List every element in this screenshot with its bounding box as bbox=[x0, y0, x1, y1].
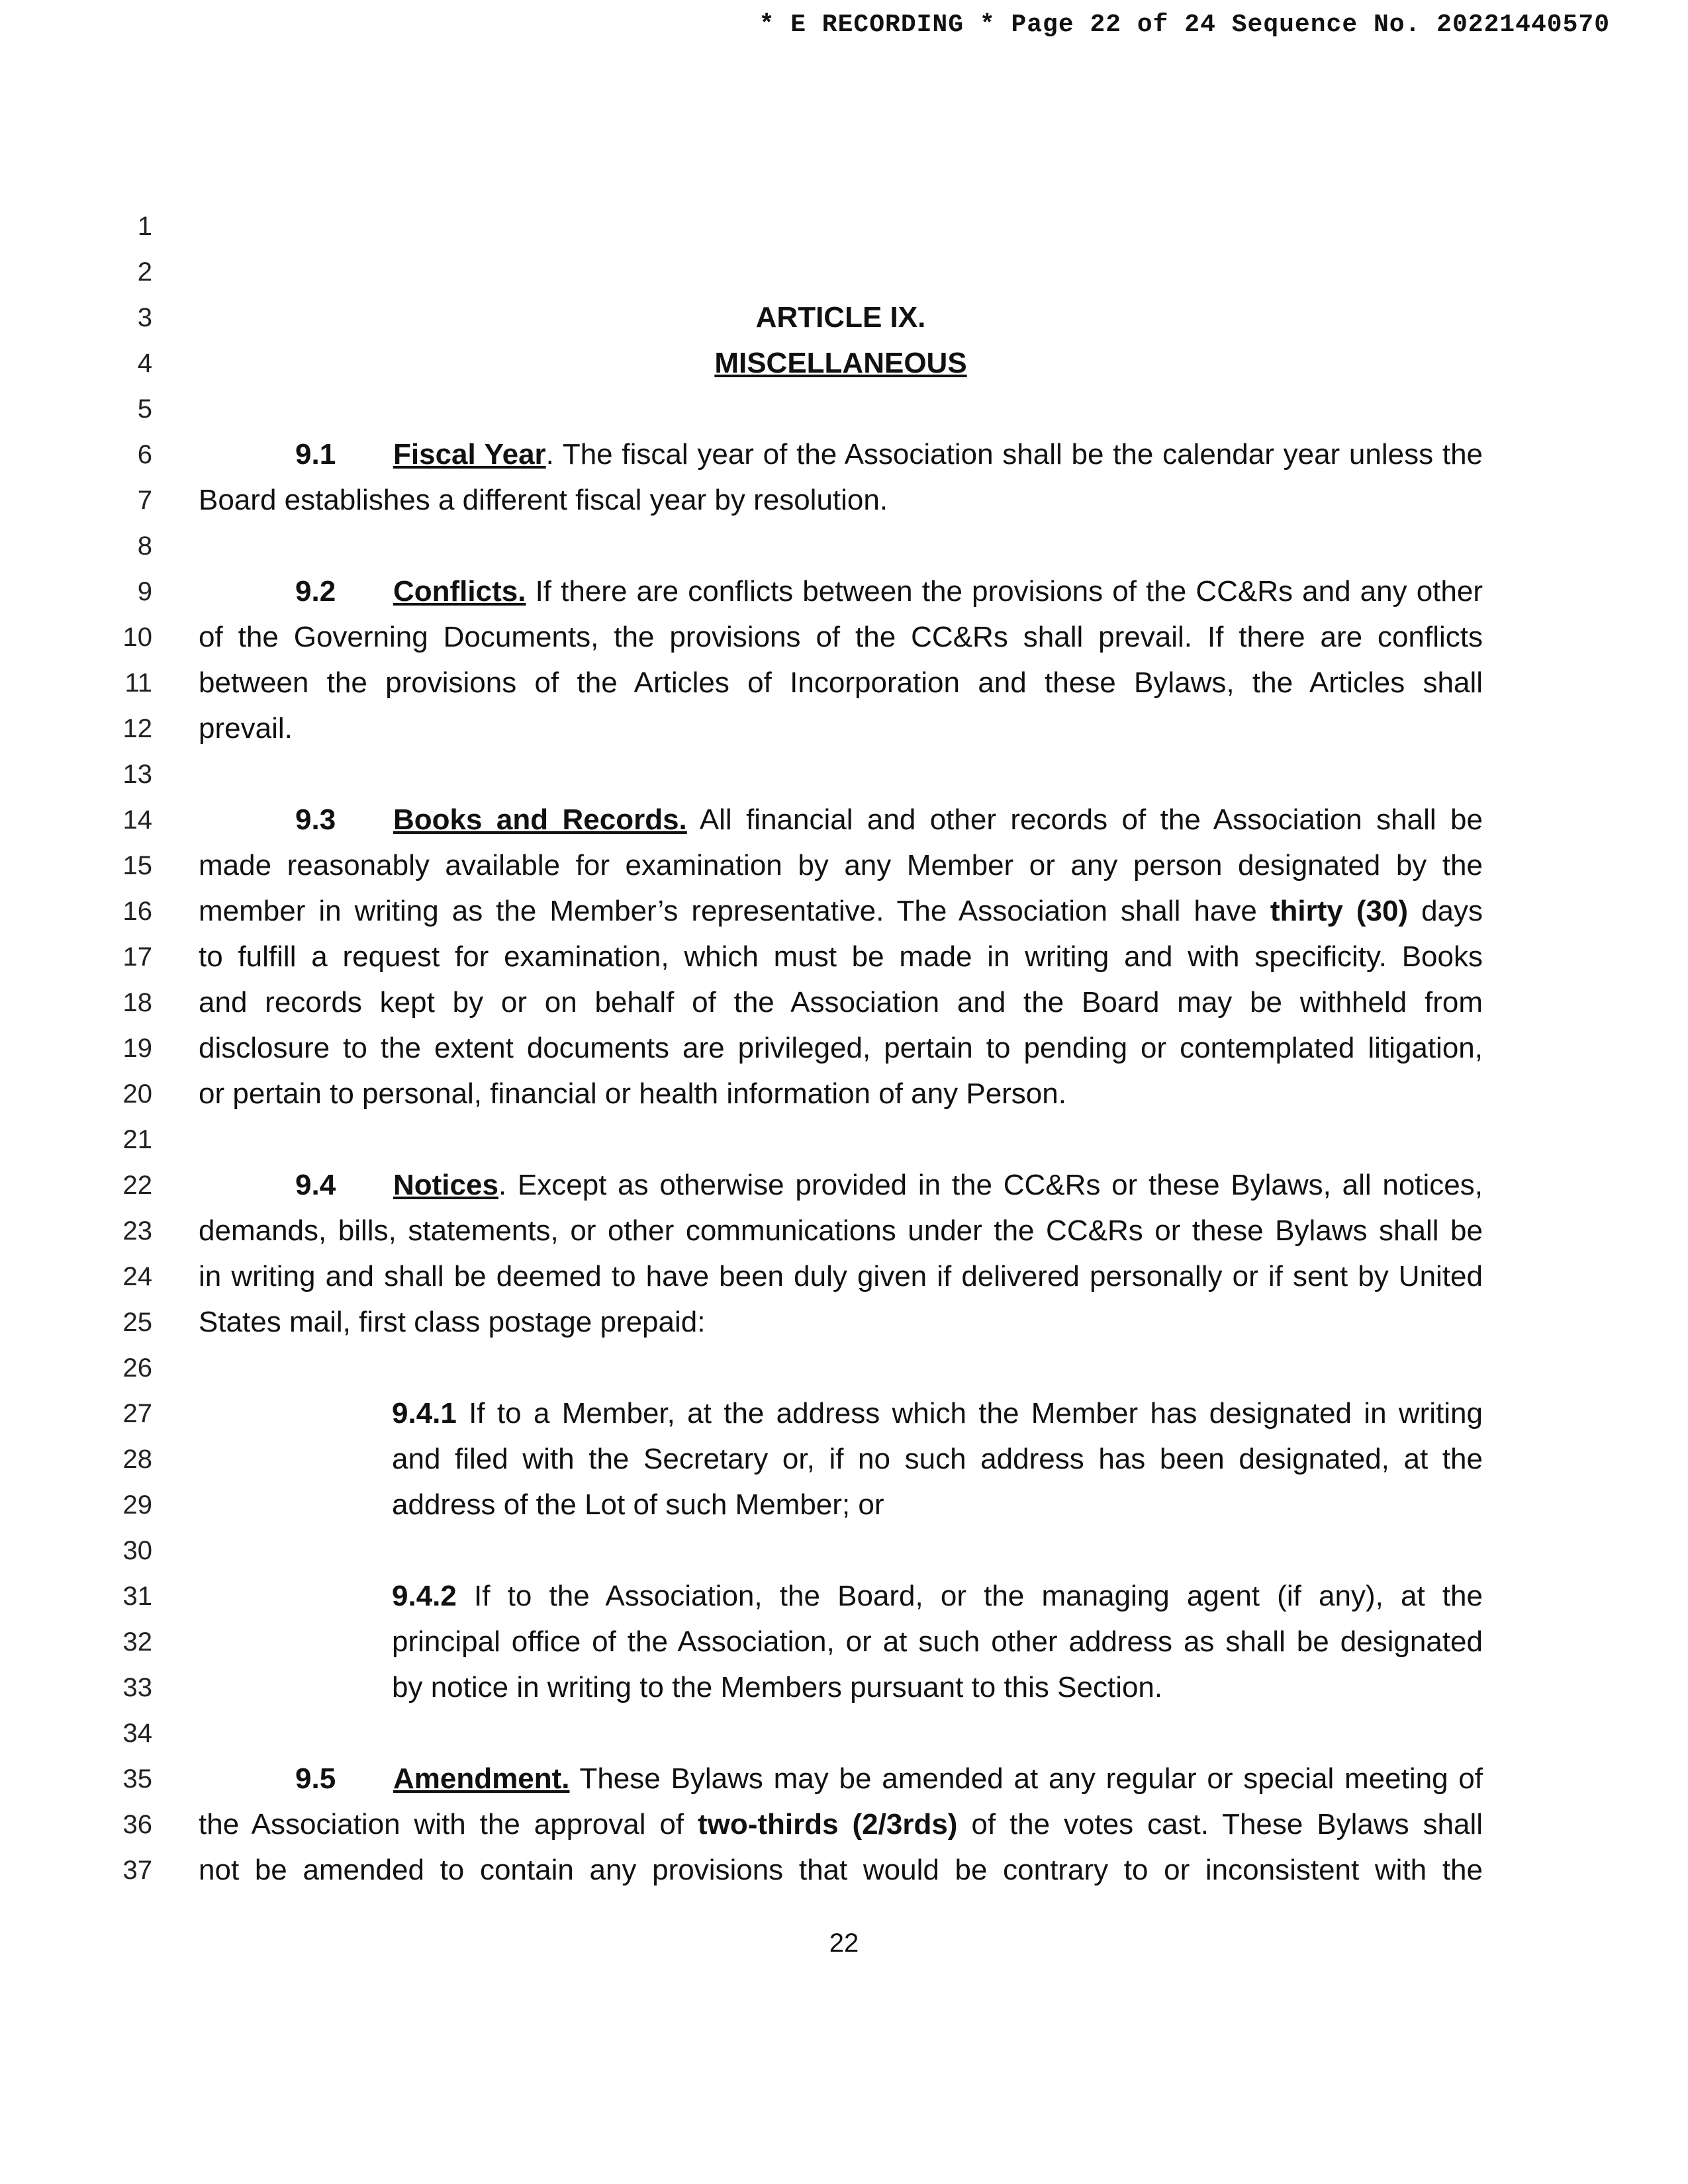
line-number: 2 bbox=[137, 257, 152, 287]
section-number: 9.4.1 bbox=[392, 1397, 457, 1430]
section-title: Notices bbox=[393, 1169, 498, 1201]
section-number: 9.5 bbox=[295, 1762, 336, 1795]
line-number: 4 bbox=[137, 349, 152, 378]
section-text: . The fiscal year of the Association shall be the calendar year unless the bbox=[545, 438, 1483, 471]
section-9-5-line-2 bbox=[199, 1809, 1483, 1841]
section-9-3-line-6: disclosure to the extent documents are privileged, pertain to pending or contemplated litigation, bbox=[199, 1032, 1483, 1064]
emphasis-text: two-thirds (2/3rds) bbox=[698, 1808, 958, 1841]
line-number: 35 bbox=[122, 1764, 152, 1794]
line-number: 17 bbox=[122, 942, 152, 972]
line-number: 9 bbox=[137, 577, 152, 606]
section-9-4-1-line-2: and filed with the Secretary or, if no such address has been designated, at the bbox=[392, 1443, 1483, 1475]
page-number: 22 bbox=[829, 1929, 859, 1958]
line-number: 10 bbox=[122, 623, 152, 652]
line-number: 18 bbox=[122, 988, 152, 1017]
section-9-2-line-3: between the provisions of the Articles of Incorporation and these Bylaws, the Articles shall bbox=[199, 666, 1483, 699]
line-number: 7 bbox=[137, 486, 152, 515]
line-number: 24 bbox=[122, 1262, 152, 1291]
section-number: 9.4.2 bbox=[392, 1580, 457, 1612]
section-9-4-2-line-2: principal office of the Association, or at such other address as shall be designated bbox=[392, 1625, 1483, 1658]
section-number: 9.3 bbox=[295, 803, 336, 836]
line-number: 26 bbox=[122, 1353, 152, 1383]
section-text: These Bylaws may be amended at any regular or special meeting of bbox=[569, 1762, 1483, 1795]
section-9-1-line-2: Board establishes a different fiscal year by resolution. bbox=[199, 484, 888, 516]
line-number: 31 bbox=[122, 1582, 152, 1611]
section-9-3-line-1 bbox=[199, 804, 1483, 836]
section-9-4-line-4: States mail, first class postage prepaid: bbox=[199, 1306, 706, 1338]
section-9-4-line-2: demands, bills, statements, or other communications under the CC&Rs or these Bylaws shall be bbox=[199, 1214, 1483, 1247]
article-number: ARTICLE IX. bbox=[755, 301, 926, 334]
section-9-4-2-line-1 bbox=[392, 1580, 1483, 1612]
line-number: 14 bbox=[122, 805, 152, 835]
section-text: of the votes cast. These Bylaws shall bbox=[957, 1808, 1483, 1841]
line-number: 20 bbox=[122, 1079, 152, 1109]
section-text: the Association with the approval of bbox=[199, 1808, 698, 1841]
section-title: Conflicts. bbox=[393, 575, 526, 608]
section-9-5-line-3: not be amended to contain any provisions that would be contrary to or inconsistent with the bbox=[199, 1854, 1483, 1886]
section-9-4-2-line-3: by notice in writing to the Members pursuant to this Section. bbox=[392, 1671, 1163, 1704]
line-number: 16 bbox=[122, 897, 152, 926]
line-number: 27 bbox=[122, 1399, 152, 1428]
section-9-3-line-3 bbox=[199, 895, 1483, 927]
line-number: 6 bbox=[137, 440, 152, 469]
section-number: 9.2 bbox=[295, 575, 336, 608]
section-text: days bbox=[1408, 895, 1483, 927]
section-text: . Except as otherwise provided in the CC&Rs or these Bylaws, all notices, bbox=[498, 1169, 1483, 1201]
section-number: 9.1 bbox=[295, 438, 336, 471]
section-9-4-1-line-3: address of the Lot of such Member; or bbox=[392, 1488, 884, 1521]
section-9-1-line-1 bbox=[199, 439, 1483, 471]
line-number: 29 bbox=[122, 1490, 152, 1520]
line-number: 23 bbox=[122, 1216, 152, 1246]
section-text: If to a Member, at the address which the Member has designated in writing bbox=[456, 1397, 1483, 1430]
section-9-2-line-4: prevail. bbox=[199, 712, 293, 745]
section-9-3-line-4: to fulfill a request for examination, which must be made in writing and with specificity. Books bbox=[199, 940, 1483, 973]
section-9-2-line-1 bbox=[199, 576, 1483, 608]
article-title bbox=[199, 347, 1483, 379]
section-9-4-line-1 bbox=[199, 1169, 1483, 1201]
section-text: If to the Association, the Board, or the managing agent (if any), at the bbox=[456, 1580, 1483, 1612]
line-number: 15 bbox=[122, 851, 152, 880]
emphasis-text: thirty (30) bbox=[1270, 895, 1409, 927]
section-9-5-line-1 bbox=[199, 1763, 1483, 1795]
section-number: 9.4 bbox=[295, 1169, 336, 1201]
line-number: 21 bbox=[122, 1125, 152, 1154]
section-9-3-line-2: made reasonably available for examination by any Member or any person designated by the bbox=[199, 849, 1483, 882]
line-number: 22 bbox=[122, 1171, 152, 1200]
section-title: Amendment. bbox=[393, 1762, 570, 1795]
section-text: If there are conflicts between the provisions of the CC&Rs and any other bbox=[526, 575, 1483, 608]
line-number: 25 bbox=[122, 1308, 152, 1337]
line-number: 5 bbox=[137, 394, 152, 424]
section-9-3-line-7: or pertain to personal, financial or health information of any Person. bbox=[199, 1077, 1066, 1110]
section-text: member in writing as the Member’s representative. The Association shall have bbox=[199, 895, 1270, 927]
article-title-text: MISCELLANEOUS bbox=[714, 347, 967, 379]
line-number: 32 bbox=[122, 1627, 152, 1657]
line-number: 13 bbox=[122, 760, 152, 789]
recording-stamp: * E RECORDING * Page 22 of 24 Sequence No. 20221440570 bbox=[759, 11, 1610, 39]
section-9-2-line-2: of the Governing Documents, the provisions of the CC&Rs shall prevail. If there are conflicts bbox=[199, 621, 1483, 653]
line-number: 28 bbox=[122, 1445, 152, 1474]
section-9-3-line-5: and records kept by or on behalf of the Association and the Board may be withheld from bbox=[199, 986, 1483, 1019]
section-title: Fiscal Year bbox=[393, 438, 546, 471]
section-title: Books and Records. bbox=[393, 803, 687, 836]
line-number: 1 bbox=[137, 212, 152, 241]
section-9-4-1-line-1 bbox=[392, 1398, 1483, 1430]
line-number: 11 bbox=[124, 668, 152, 698]
line-number: 8 bbox=[137, 531, 152, 561]
line-number: 37 bbox=[122, 1856, 152, 1885]
line-number: 30 bbox=[122, 1536, 152, 1565]
line-number: 33 bbox=[122, 1673, 152, 1702]
section-text: All financial and other records of the Association shall be bbox=[686, 803, 1483, 836]
line-number: 12 bbox=[122, 714, 152, 743]
line-number: 3 bbox=[137, 303, 152, 332]
line-number: 36 bbox=[122, 1810, 152, 1839]
section-9-4-line-3: in writing and shall be deemed to have been duly given if delivered personally or if sent by United bbox=[199, 1260, 1483, 1293]
line-number: 34 bbox=[122, 1719, 152, 1748]
line-number: 19 bbox=[122, 1034, 152, 1063]
